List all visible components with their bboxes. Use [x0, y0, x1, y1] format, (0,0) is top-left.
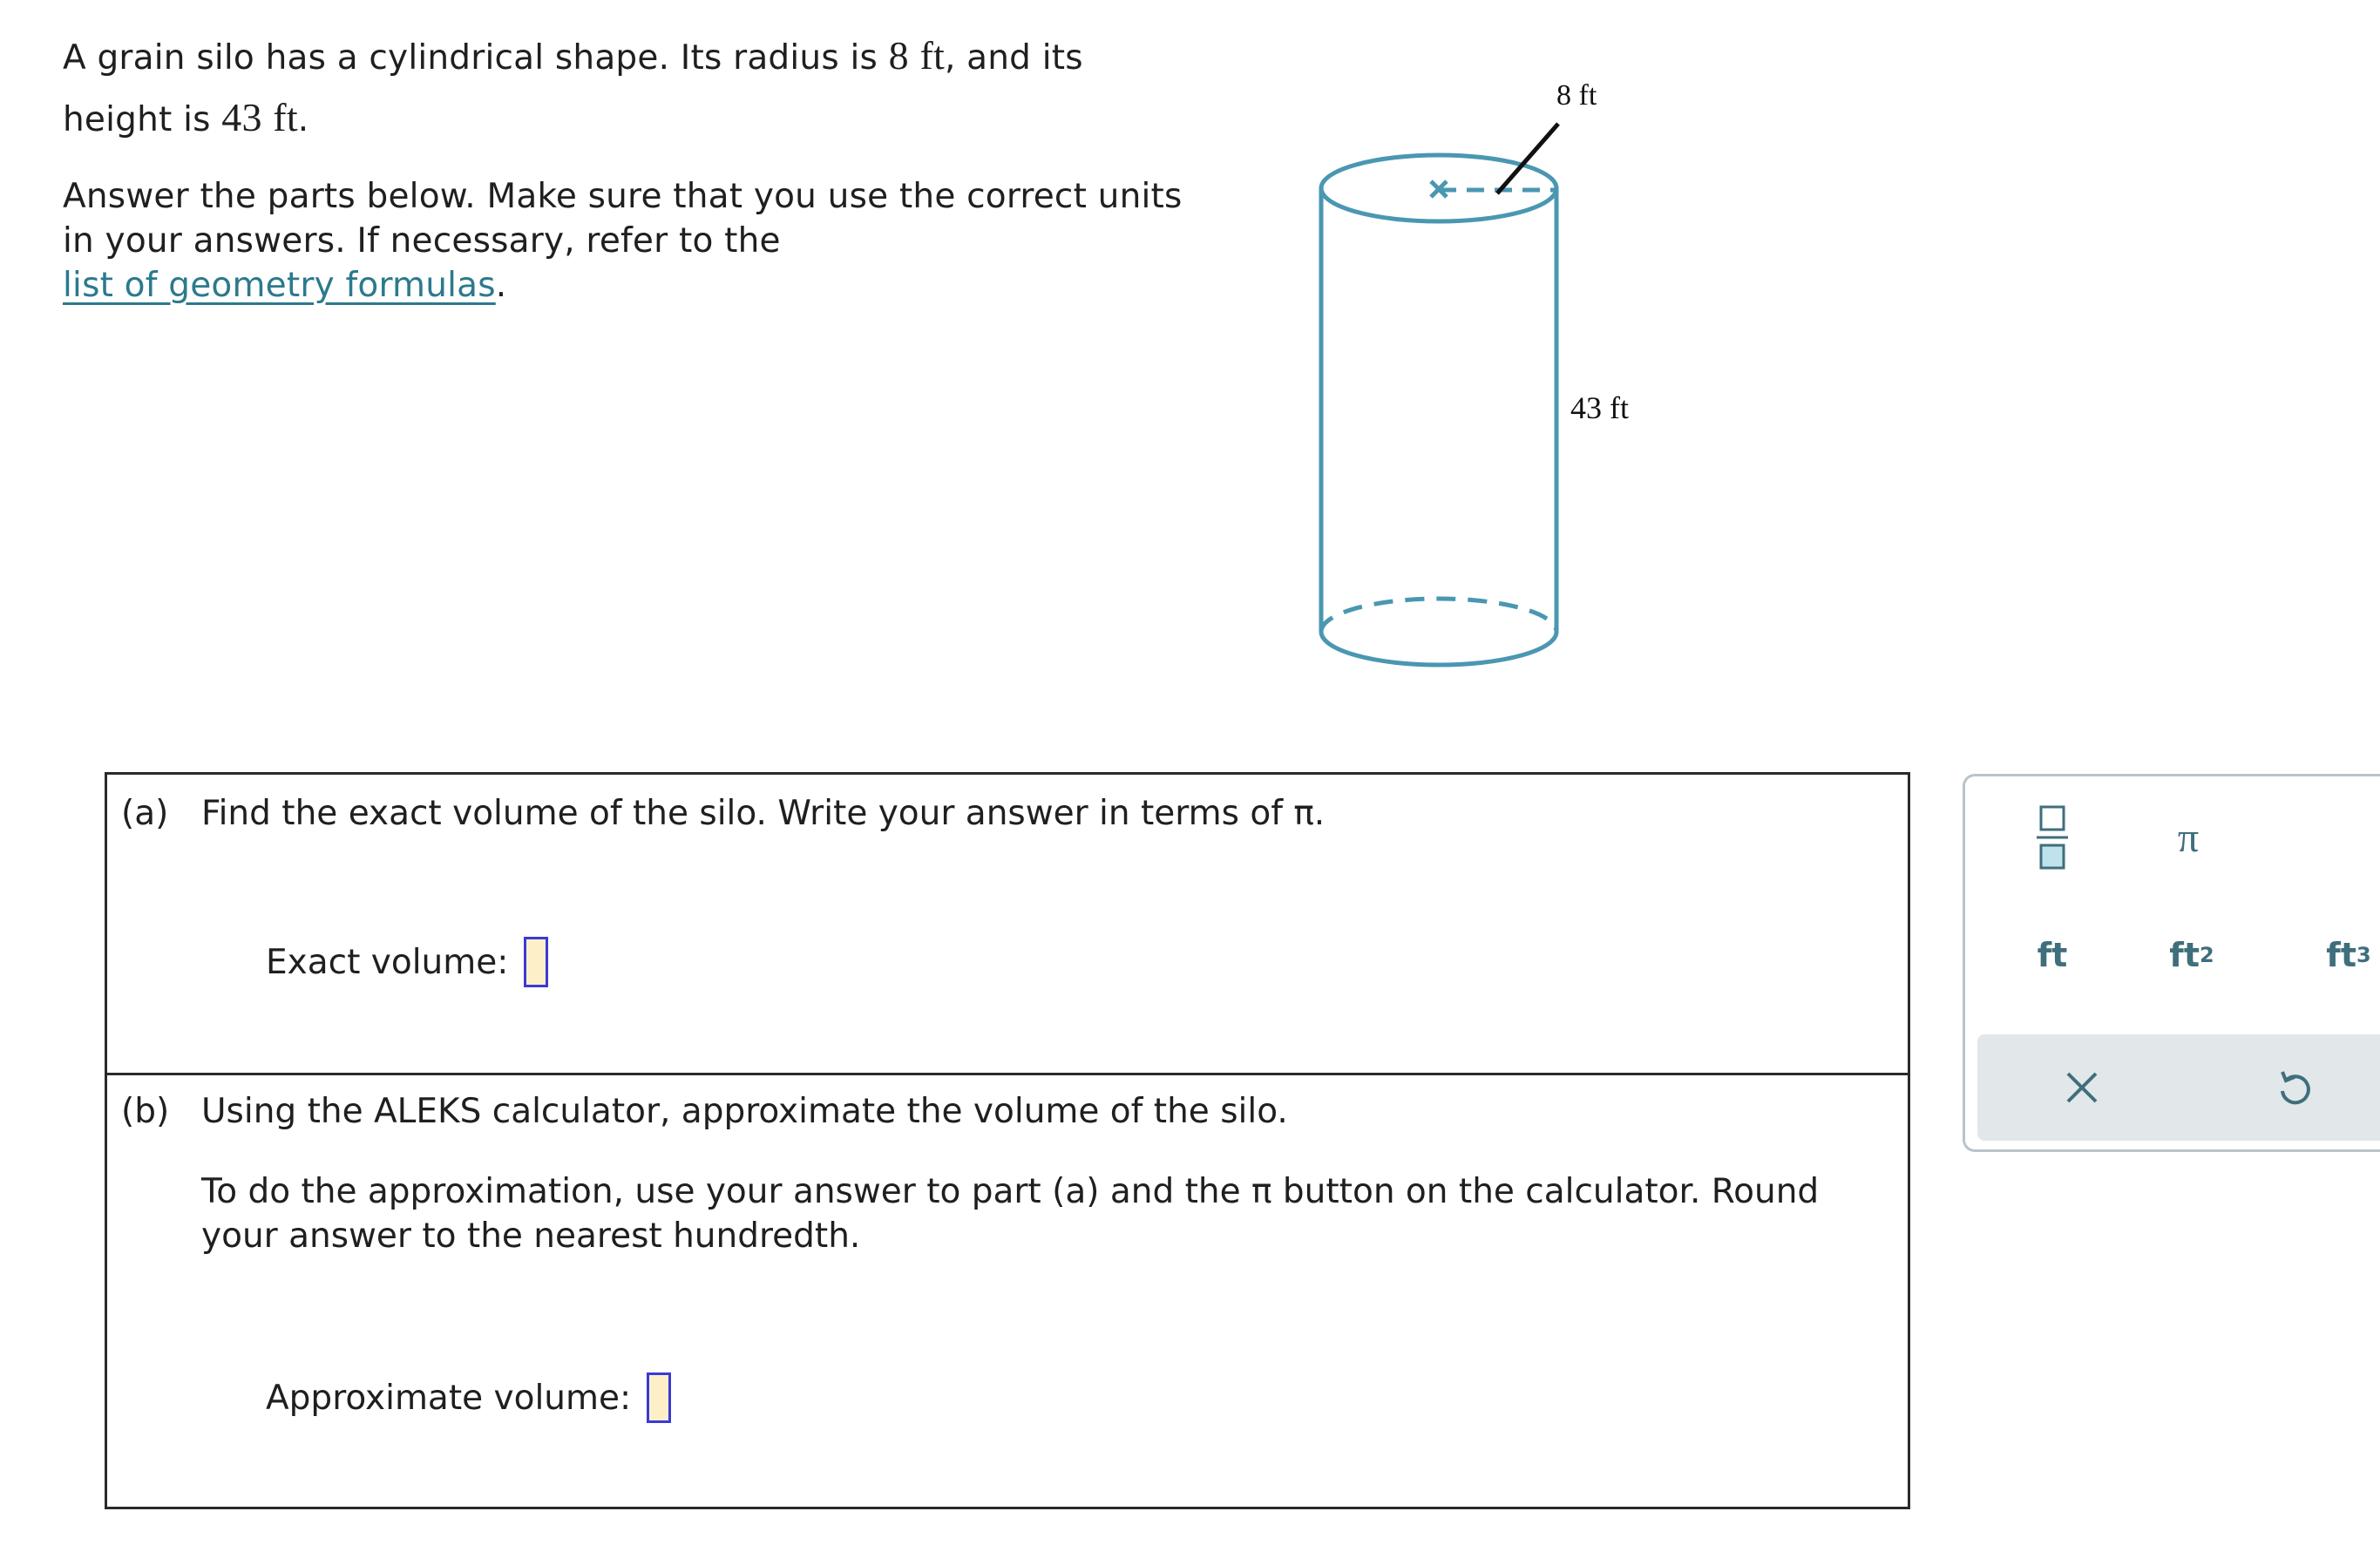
- part-a-label: (a): [121, 794, 169, 833]
- part-b-instructions-2: your answer to the nearest hundredth.: [201, 1217, 861, 1256]
- instructions: [63, 174, 1196, 308]
- intro-text-1: A grain silo has a cylindrical shape. Its radius is: [63, 38, 878, 78]
- problem-statement: [63, 26, 1196, 150]
- math-keypad: [1963, 774, 2380, 1152]
- clear-button[interactable]: [2047, 1053, 2117, 1122]
- part-b: [107, 1073, 1908, 1507]
- unit-ft-button[interactable]: [2009, 925, 2096, 986]
- intro-text-3: height is: [63, 100, 211, 139]
- instructions-text: Answer the parts below. Make sure that you use the correct units in your answers. If necessary, refer to the: [63, 177, 1183, 261]
- unit-ft-label: ft: [2037, 936, 2068, 974]
- cylinder-bottom-front: [1321, 632, 1556, 665]
- part-a: [107, 775, 1908, 1075]
- exact-volume-row: [266, 937, 548, 987]
- radius-unit: ft: [919, 33, 945, 78]
- undo-icon: [2275, 1068, 2314, 1107]
- close-icon: [2065, 1070, 2099, 1105]
- cylinder-diagram: [1290, 61, 1691, 688]
- height-unit: ft: [273, 95, 298, 139]
- unit-ft2-button[interactable]: [2139, 925, 2244, 986]
- part-b-instructions-1: To do the approximation, use your answer to part (a) and the π button on the calculator. Round: [201, 1172, 1820, 1211]
- intro-text-4: .: [297, 100, 309, 139]
- fraction-button[interactable]: [2017, 803, 2087, 872]
- unit-ft3-base: ft: [2326, 936, 2356, 974]
- keypad-action-bar: [1977, 1034, 2380, 1141]
- intro-text-2: , and its: [944, 38, 1083, 78]
- link-suffix: .: [495, 266, 507, 305]
- part-a-question: Find the exact volume of the silo. Write your answer in terms of π.: [201, 794, 1326, 833]
- approx-volume-row: [266, 1372, 671, 1423]
- cylinder-bottom-back: [1321, 599, 1556, 632]
- unit-ft3-exponent: 3: [2356, 943, 2371, 967]
- height-value: 43: [221, 95, 262, 139]
- unit-ft3-button[interactable]: [2296, 925, 2380, 986]
- exact-volume-input[interactable]: [524, 937, 548, 987]
- radius-pointer: [1497, 124, 1558, 193]
- part-b-label: (b): [121, 1092, 170, 1131]
- radius-value: 8: [888, 33, 909, 78]
- geometry-formulas-link[interactable]: list of geometry formulas: [63, 266, 496, 305]
- approx-volume-input[interactable]: [647, 1372, 671, 1423]
- cylinder-figure: [1290, 61, 1691, 688]
- part-b-question: Using the ALEKS calculator, approximate the volume of the silo.: [201, 1092, 1288, 1131]
- height-label: 43 ft: [1570, 390, 1629, 425]
- fraction-icon: [2035, 804, 2070, 871]
- pi-button[interactable]: π: [2177, 814, 2200, 861]
- undo-button[interactable]: [2260, 1053, 2329, 1122]
- exact-volume-label: Exact volume:: [266, 942, 509, 982]
- approx-volume-label: Approximate volume:: [266, 1378, 632, 1418]
- parts-container: [105, 772, 1910, 1509]
- radius-label: 8 ft: [1556, 79, 1597, 112]
- unit-ft2-base: ft: [2169, 936, 2200, 974]
- unit-ft2-exponent: 2: [2200, 943, 2214, 967]
